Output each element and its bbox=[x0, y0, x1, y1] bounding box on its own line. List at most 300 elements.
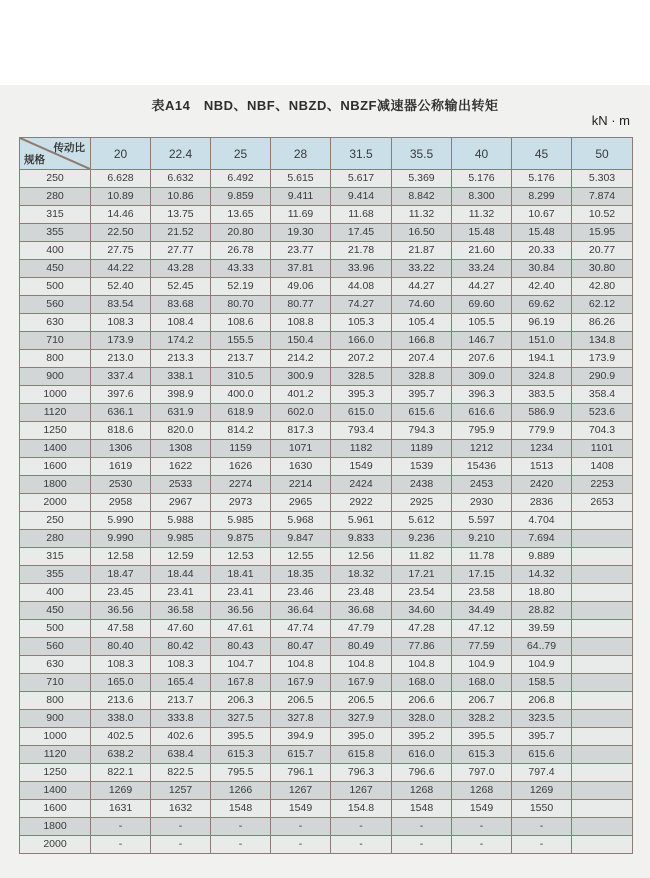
torque-value-cell: 13.75 bbox=[151, 206, 211, 224]
torque-value-cell: 290.9 bbox=[572, 368, 633, 386]
torque-value-cell: 150.4 bbox=[271, 332, 331, 350]
ratio-column-header: 22.4 bbox=[151, 138, 211, 170]
torque-value-cell: 11.78 bbox=[452, 548, 512, 566]
spec-cell: 1250 bbox=[20, 764, 91, 782]
ratio-column-header: 20 bbox=[91, 138, 151, 170]
torque-value-cell: 47.74 bbox=[271, 620, 331, 638]
torque-value-cell: 77.86 bbox=[392, 638, 452, 656]
torque-value-cell: 631.9 bbox=[151, 404, 211, 422]
torque-value-cell: - bbox=[151, 818, 211, 836]
torque-value-cell: 1622 bbox=[151, 458, 211, 476]
torque-value-cell: 213.6 bbox=[91, 692, 151, 710]
torque-value-cell: 1269 bbox=[91, 782, 151, 800]
ratio-column-header: 50 bbox=[572, 138, 633, 170]
torque-value-cell: 5.968 bbox=[271, 512, 331, 530]
table-row bbox=[20, 638, 633, 656]
torque-value-cell bbox=[572, 620, 633, 638]
torque-value-cell: 30.80 bbox=[572, 260, 633, 278]
torque-value-cell: 793.4 bbox=[331, 422, 392, 440]
table-row bbox=[20, 566, 633, 584]
torque-value-cell: - bbox=[392, 836, 452, 854]
spec-cell: 2000 bbox=[20, 836, 91, 854]
torque-value-cell: 33.22 bbox=[392, 260, 452, 278]
spec-cell: 560 bbox=[20, 296, 91, 314]
spec-cell: 1800 bbox=[20, 476, 91, 494]
torque-value-cell: 1182 bbox=[331, 440, 392, 458]
torque-value-cell: 11.82 bbox=[392, 548, 452, 566]
torque-value-cell: 1549 bbox=[331, 458, 392, 476]
torque-value-cell: 615.0 bbox=[331, 404, 392, 422]
torque-value-cell: 1071 bbox=[271, 440, 331, 458]
table-row bbox=[20, 548, 633, 566]
torque-value-cell: 327.5 bbox=[211, 710, 271, 728]
torque-value-cell: 2274 bbox=[211, 476, 271, 494]
torque-value-cell: 74.27 bbox=[331, 296, 392, 314]
torque-value-cell: 39.59 bbox=[512, 620, 572, 638]
torque-value-cell: 4.704 bbox=[512, 512, 572, 530]
torque-value-cell: 36.58 bbox=[151, 602, 211, 620]
torque-value-cell: 5.612 bbox=[392, 512, 452, 530]
table-row bbox=[20, 296, 633, 314]
torque-value-cell: 69.60 bbox=[452, 296, 512, 314]
torque-value-cell: - bbox=[271, 818, 331, 836]
torque-value-cell: 47.60 bbox=[151, 620, 211, 638]
table-row bbox=[20, 512, 633, 530]
torque-value-cell: 1189 bbox=[392, 440, 452, 458]
torque-value-cell: 586.9 bbox=[512, 404, 572, 422]
torque-value-cell: 22.50 bbox=[91, 224, 151, 242]
torque-value-cell: 383.5 bbox=[512, 386, 572, 404]
torque-value-cell: 401.2 bbox=[271, 386, 331, 404]
torque-value-cell: - bbox=[512, 836, 572, 854]
spec-cell: 400 bbox=[20, 242, 91, 260]
torque-value-cell: 395.7 bbox=[512, 728, 572, 746]
torque-value-cell: 395.5 bbox=[211, 728, 271, 746]
torque-value-cell: 49.06 bbox=[271, 278, 331, 296]
table-row bbox=[20, 674, 633, 692]
spec-cell: 560 bbox=[20, 638, 91, 656]
torque-value-cell: 797.0 bbox=[452, 764, 512, 782]
torque-value-cell: 166.0 bbox=[331, 332, 392, 350]
torque-value-cell: 328.8 bbox=[392, 368, 452, 386]
torque-value-cell bbox=[572, 584, 633, 602]
torque-value-cell: 15.95 bbox=[572, 224, 633, 242]
table-row bbox=[20, 458, 633, 476]
torque-value-cell: 36.56 bbox=[91, 602, 151, 620]
torque-value-cell: 15.48 bbox=[452, 224, 512, 242]
torque-value-cell: 11.68 bbox=[331, 206, 392, 224]
torque-value-cell: 7.874 bbox=[572, 188, 633, 206]
torque-value-cell: 638.4 bbox=[151, 746, 211, 764]
torque-value-cell: 168.0 bbox=[392, 674, 452, 692]
torque-value-cell: - bbox=[452, 836, 512, 854]
torque-value-cell: 615.6 bbox=[392, 404, 452, 422]
torque-value-cell: 820.0 bbox=[151, 422, 211, 440]
torque-value-cell: 1549 bbox=[271, 800, 331, 818]
torque-value-cell: 796.3 bbox=[331, 764, 392, 782]
torque-value-cell: 207.6 bbox=[452, 350, 512, 368]
torque-value-cell: 104.8 bbox=[392, 656, 452, 674]
torque-value-cell: 20.33 bbox=[512, 242, 572, 260]
torque-value-cell: 47.58 bbox=[91, 620, 151, 638]
torque-value-cell: 21.52 bbox=[151, 224, 211, 242]
torque-value-cell: 1306 bbox=[91, 440, 151, 458]
table-row bbox=[20, 170, 633, 188]
spec-cell: 500 bbox=[20, 620, 91, 638]
torque-value-cell: 80.77 bbox=[271, 296, 331, 314]
torque-value-cell: 395.2 bbox=[392, 728, 452, 746]
torque-value-cell: 795.9 bbox=[452, 422, 512, 440]
torque-value-cell: 105.3 bbox=[331, 314, 392, 332]
header-row bbox=[20, 138, 633, 170]
torque-value-cell: 616.0 bbox=[392, 746, 452, 764]
torque-value-cell: 16.50 bbox=[392, 224, 452, 242]
torque-value-cell: 10.86 bbox=[151, 188, 211, 206]
torque-value-cell: 818.6 bbox=[91, 422, 151, 440]
torque-value-cell: 47.12 bbox=[452, 620, 512, 638]
torque-value-cell bbox=[572, 782, 633, 800]
table-row bbox=[20, 494, 633, 512]
torque-value-cell: - bbox=[452, 818, 512, 836]
torque-value-cell: 42.40 bbox=[512, 278, 572, 296]
torque-value-cell: 5.988 bbox=[151, 512, 211, 530]
table-row bbox=[20, 440, 633, 458]
table-row bbox=[20, 584, 633, 602]
torque-value-cell: 8.299 bbox=[512, 188, 572, 206]
torque-value-cell: 12.55 bbox=[271, 548, 331, 566]
table-row bbox=[20, 332, 633, 350]
torque-value-cell: 14.32 bbox=[512, 566, 572, 584]
torque-value-cell: 167.9 bbox=[271, 674, 331, 692]
torque-value-cell: 47.28 bbox=[392, 620, 452, 638]
spec-cell: 1400 bbox=[20, 782, 91, 800]
torque-value-cell bbox=[572, 602, 633, 620]
table-row bbox=[20, 782, 633, 800]
torque-value-cell: 323.5 bbox=[512, 710, 572, 728]
spec-cell: 400 bbox=[20, 584, 91, 602]
table-row bbox=[20, 710, 633, 728]
torque-value-cell bbox=[572, 512, 633, 530]
torque-value-cell: 324.8 bbox=[512, 368, 572, 386]
torque-value-cell: 11.32 bbox=[452, 206, 512, 224]
torque-value-cell: 8.300 bbox=[452, 188, 512, 206]
torque-table bbox=[19, 137, 633, 854]
torque-value-cell: 80.43 bbox=[211, 638, 271, 656]
torque-value-cell: 12.59 bbox=[151, 548, 211, 566]
torque-value-cell: 615.3 bbox=[211, 746, 271, 764]
torque-value-cell: 19.30 bbox=[271, 224, 331, 242]
torque-value-cell: 23.45 bbox=[91, 584, 151, 602]
table-row bbox=[20, 224, 633, 242]
torque-value-cell: 26.78 bbox=[211, 242, 271, 260]
torque-value-cell: 1268 bbox=[392, 782, 452, 800]
torque-value-cell: 615.3 bbox=[452, 746, 512, 764]
table-row bbox=[20, 368, 633, 386]
torque-value-cell: 1268 bbox=[452, 782, 512, 800]
torque-value-cell: 5.617 bbox=[331, 170, 392, 188]
torque-value-cell: 206.8 bbox=[512, 692, 572, 710]
torque-value-cell: 8.842 bbox=[392, 188, 452, 206]
torque-value-cell: 37.81 bbox=[271, 260, 331, 278]
torque-value-cell: - bbox=[91, 836, 151, 854]
torque-value-cell: 14.46 bbox=[91, 206, 151, 224]
torque-value-cell: 6.492 bbox=[211, 170, 271, 188]
torque-value-cell: 5.176 bbox=[512, 170, 572, 188]
torque-value-cell bbox=[572, 674, 633, 692]
torque-value-cell: 86.26 bbox=[572, 314, 633, 332]
torque-value-cell: 23.41 bbox=[151, 584, 211, 602]
spec-cell: 800 bbox=[20, 350, 91, 368]
torque-value-cell: 43.33 bbox=[211, 260, 271, 278]
torque-value-cell: - bbox=[91, 818, 151, 836]
torque-value-cell: 795.5 bbox=[211, 764, 271, 782]
torque-value-cell: 2836 bbox=[512, 494, 572, 512]
torque-value-cell: 5.985 bbox=[211, 512, 271, 530]
table-row bbox=[20, 800, 633, 818]
torque-value-cell: 797.4 bbox=[512, 764, 572, 782]
spec-cell: 250 bbox=[20, 170, 91, 188]
spec-cell: 450 bbox=[20, 602, 91, 620]
torque-value-cell: - bbox=[512, 818, 572, 836]
torque-value-cell: - bbox=[271, 836, 331, 854]
torque-value-cell: 33.24 bbox=[452, 260, 512, 278]
torque-value-cell: 18.35 bbox=[271, 566, 331, 584]
torque-value-cell: 5.303 bbox=[572, 170, 633, 188]
table-row bbox=[20, 602, 633, 620]
torque-value-cell: 30.84 bbox=[512, 260, 572, 278]
torque-value-cell bbox=[572, 800, 633, 818]
torque-value-cell: 2530 bbox=[91, 476, 151, 494]
torque-value-cell: 1159 bbox=[211, 440, 271, 458]
torque-value-cell: 104.7 bbox=[211, 656, 271, 674]
torque-value-cell: 80.70 bbox=[211, 296, 271, 314]
torque-value-cell: 206.5 bbox=[331, 692, 392, 710]
torque-value-cell: 1549 bbox=[452, 800, 512, 818]
spec-cell: 900 bbox=[20, 368, 91, 386]
torque-value-cell: 402.6 bbox=[151, 728, 211, 746]
spec-cell: 1600 bbox=[20, 458, 91, 476]
torque-value-cell: 105.4 bbox=[392, 314, 452, 332]
spec-cell: 315 bbox=[20, 206, 91, 224]
torque-value-cell: 2424 bbox=[331, 476, 392, 494]
torque-value-cell: 12.56 bbox=[331, 548, 392, 566]
torque-value-cell: 52.40 bbox=[91, 278, 151, 296]
torque-value-cell: 105.5 bbox=[452, 314, 512, 332]
torque-value-cell: 36.56 bbox=[211, 602, 271, 620]
torque-value-cell: 2922 bbox=[331, 494, 392, 512]
torque-value-cell: 18.44 bbox=[151, 566, 211, 584]
table-row bbox=[20, 206, 633, 224]
torque-value-cell: 10.67 bbox=[512, 206, 572, 224]
torque-value-cell: 338.0 bbox=[91, 710, 151, 728]
torque-value-cell: 15436 bbox=[452, 458, 512, 476]
torque-value-cell: 108.4 bbox=[151, 314, 211, 332]
torque-value-cell: 27.77 bbox=[151, 242, 211, 260]
table-row bbox=[20, 728, 633, 746]
torque-value-cell: 636.1 bbox=[91, 404, 151, 422]
torque-value-cell: 328.2 bbox=[452, 710, 512, 728]
torque-value-cell: 194.1 bbox=[512, 350, 572, 368]
torque-value-cell: 9.985 bbox=[151, 530, 211, 548]
torque-value-cell: 9.847 bbox=[271, 530, 331, 548]
torque-value-cell: 822.1 bbox=[91, 764, 151, 782]
torque-value-cell: 206.3 bbox=[211, 692, 271, 710]
torque-value-cell: 822.5 bbox=[151, 764, 211, 782]
spec-cell: 315 bbox=[20, 548, 91, 566]
torque-value-cell: 36.68 bbox=[331, 602, 392, 620]
torque-value-cell: 33.96 bbox=[331, 260, 392, 278]
torque-value-cell: 165.4 bbox=[151, 674, 211, 692]
torque-value-cell: 206.6 bbox=[392, 692, 452, 710]
table-row bbox=[20, 242, 633, 260]
torque-value-cell: 44.27 bbox=[452, 278, 512, 296]
spec-cell: 900 bbox=[20, 710, 91, 728]
torque-value-cell: 2453 bbox=[452, 476, 512, 494]
torque-value-cell: 69.62 bbox=[512, 296, 572, 314]
torque-value-cell: 20.77 bbox=[572, 242, 633, 260]
table-row bbox=[20, 188, 633, 206]
torque-value-cell: 395.0 bbox=[331, 728, 392, 746]
torque-value-cell: 2967 bbox=[151, 494, 211, 512]
spec-cell: 1120 bbox=[20, 404, 91, 422]
torque-value-cell: - bbox=[211, 836, 271, 854]
torque-value-cell: 64..79 bbox=[512, 638, 572, 656]
torque-value-cell: 9.990 bbox=[91, 530, 151, 548]
torque-value-cell: 104.8 bbox=[271, 656, 331, 674]
torque-value-cell: 1630 bbox=[271, 458, 331, 476]
torque-value-cell: 395.3 bbox=[331, 386, 392, 404]
torque-value-cell: 2965 bbox=[271, 494, 331, 512]
torque-value-cell: - bbox=[392, 818, 452, 836]
table-row bbox=[20, 656, 633, 674]
torque-value-cell bbox=[572, 764, 633, 782]
torque-value-cell bbox=[572, 566, 633, 584]
torque-value-cell: 6.632 bbox=[151, 170, 211, 188]
table-row bbox=[20, 260, 633, 278]
torque-value-cell: 17.45 bbox=[331, 224, 392, 242]
torque-value-cell: 43.28 bbox=[151, 260, 211, 278]
torque-value-cell bbox=[572, 710, 633, 728]
torque-value-cell: 83.54 bbox=[91, 296, 151, 314]
torque-value-cell: 814.2 bbox=[211, 422, 271, 440]
torque-value-cell bbox=[572, 548, 633, 566]
torque-value-cell: 108.3 bbox=[151, 656, 211, 674]
torque-value-cell: 796.6 bbox=[392, 764, 452, 782]
torque-value-cell: 395.7 bbox=[392, 386, 452, 404]
torque-value-cell: 11.69 bbox=[271, 206, 331, 224]
spec-cell: 1250 bbox=[20, 422, 91, 440]
table-row bbox=[20, 350, 633, 368]
torque-value-cell: 80.42 bbox=[151, 638, 211, 656]
table-row bbox=[20, 692, 633, 710]
table-title: 表A14 NBD、NBF、NBZD、NBZF减速器公称输出转矩 bbox=[151, 98, 499, 113]
torque-value-cell: 358.4 bbox=[572, 386, 633, 404]
spec-cell: 710 bbox=[20, 674, 91, 692]
torque-value-cell: 1234 bbox=[512, 440, 572, 458]
torque-value-cell: 1548 bbox=[392, 800, 452, 818]
torque-value-cell: 213.3 bbox=[151, 350, 211, 368]
torque-value-cell: 23.41 bbox=[211, 584, 271, 602]
torque-value-cell: 794.3 bbox=[392, 422, 452, 440]
torque-value-cell: 398.9 bbox=[151, 386, 211, 404]
torque-table-body bbox=[20, 170, 633, 854]
spec-cell: 1000 bbox=[20, 386, 91, 404]
torque-value-cell bbox=[572, 836, 633, 854]
torque-value-cell: 5.369 bbox=[392, 170, 452, 188]
table-row bbox=[20, 530, 633, 548]
torque-value-cell: 23.58 bbox=[452, 584, 512, 602]
torque-value-cell: 36.64 bbox=[271, 602, 331, 620]
torque-value-cell: 34.49 bbox=[452, 602, 512, 620]
torque-value-cell: - bbox=[151, 836, 211, 854]
torque-value-cell: 1212 bbox=[452, 440, 512, 458]
table-row bbox=[20, 476, 633, 494]
torque-value-cell: 615.8 bbox=[331, 746, 392, 764]
torque-value-cell: 165.0 bbox=[91, 674, 151, 692]
torque-value-cell: 42.80 bbox=[572, 278, 633, 296]
torque-value-cell: 47.79 bbox=[331, 620, 392, 638]
torque-value-cell: 168.0 bbox=[452, 674, 512, 692]
spec-cell: 500 bbox=[20, 278, 91, 296]
torque-value-cell: 9.414 bbox=[331, 188, 392, 206]
torque-value-cell: 44.22 bbox=[91, 260, 151, 278]
torque-value-cell: 779.9 bbox=[512, 422, 572, 440]
torque-value-cell: 1619 bbox=[91, 458, 151, 476]
spec-cell: 450 bbox=[20, 260, 91, 278]
torque-value-cell: 1632 bbox=[151, 800, 211, 818]
table-row bbox=[20, 764, 633, 782]
torque-value-cell: 20.80 bbox=[211, 224, 271, 242]
torque-value-cell: 5.176 bbox=[452, 170, 512, 188]
torque-value-cell: 397.6 bbox=[91, 386, 151, 404]
torque-value-cell: 2958 bbox=[91, 494, 151, 512]
spec-cell: 355 bbox=[20, 224, 91, 242]
torque-value-cell: 333.8 bbox=[151, 710, 211, 728]
torque-value-cell: 2925 bbox=[392, 494, 452, 512]
torque-value-cell: 23.77 bbox=[271, 242, 331, 260]
torque-value-cell: 213.0 bbox=[91, 350, 151, 368]
torque-value-cell: 396.3 bbox=[452, 386, 512, 404]
torque-value-cell: 9.236 bbox=[392, 530, 452, 548]
torque-value-cell: 174.2 bbox=[151, 332, 211, 350]
torque-value-cell: 337.4 bbox=[91, 368, 151, 386]
torque-value-cell: 18.47 bbox=[91, 566, 151, 584]
spec-cell: 355 bbox=[20, 566, 91, 584]
torque-value-cell: 2930 bbox=[452, 494, 512, 512]
torque-value-cell: 173.9 bbox=[91, 332, 151, 350]
torque-value-cell: 616.6 bbox=[452, 404, 512, 422]
torque-value-cell: 74.60 bbox=[392, 296, 452, 314]
torque-value-cell: 1269 bbox=[512, 782, 572, 800]
torque-value-cell: 213.7 bbox=[211, 350, 271, 368]
torque-value-cell: 638.2 bbox=[91, 746, 151, 764]
corner-label-ratio: 传动比 bbox=[53, 142, 85, 154]
torque-value-cell: 328.5 bbox=[331, 368, 392, 386]
corner-label-spec: 规格 bbox=[24, 154, 45, 166]
torque-value-cell: 80.47 bbox=[271, 638, 331, 656]
torque-value-cell: 9.210 bbox=[452, 530, 512, 548]
torque-value-cell: 11.32 bbox=[392, 206, 452, 224]
torque-value-cell: - bbox=[211, 818, 271, 836]
torque-value-cell: 1513 bbox=[512, 458, 572, 476]
torque-value-cell: 400.0 bbox=[211, 386, 271, 404]
torque-value-cell: 12.53 bbox=[211, 548, 271, 566]
table-row bbox=[20, 314, 633, 332]
torque-value-cell: 207.4 bbox=[392, 350, 452, 368]
table-row bbox=[20, 746, 633, 764]
ratio-column-header: 28 bbox=[271, 138, 331, 170]
ratio-column-header: 31.5 bbox=[331, 138, 392, 170]
